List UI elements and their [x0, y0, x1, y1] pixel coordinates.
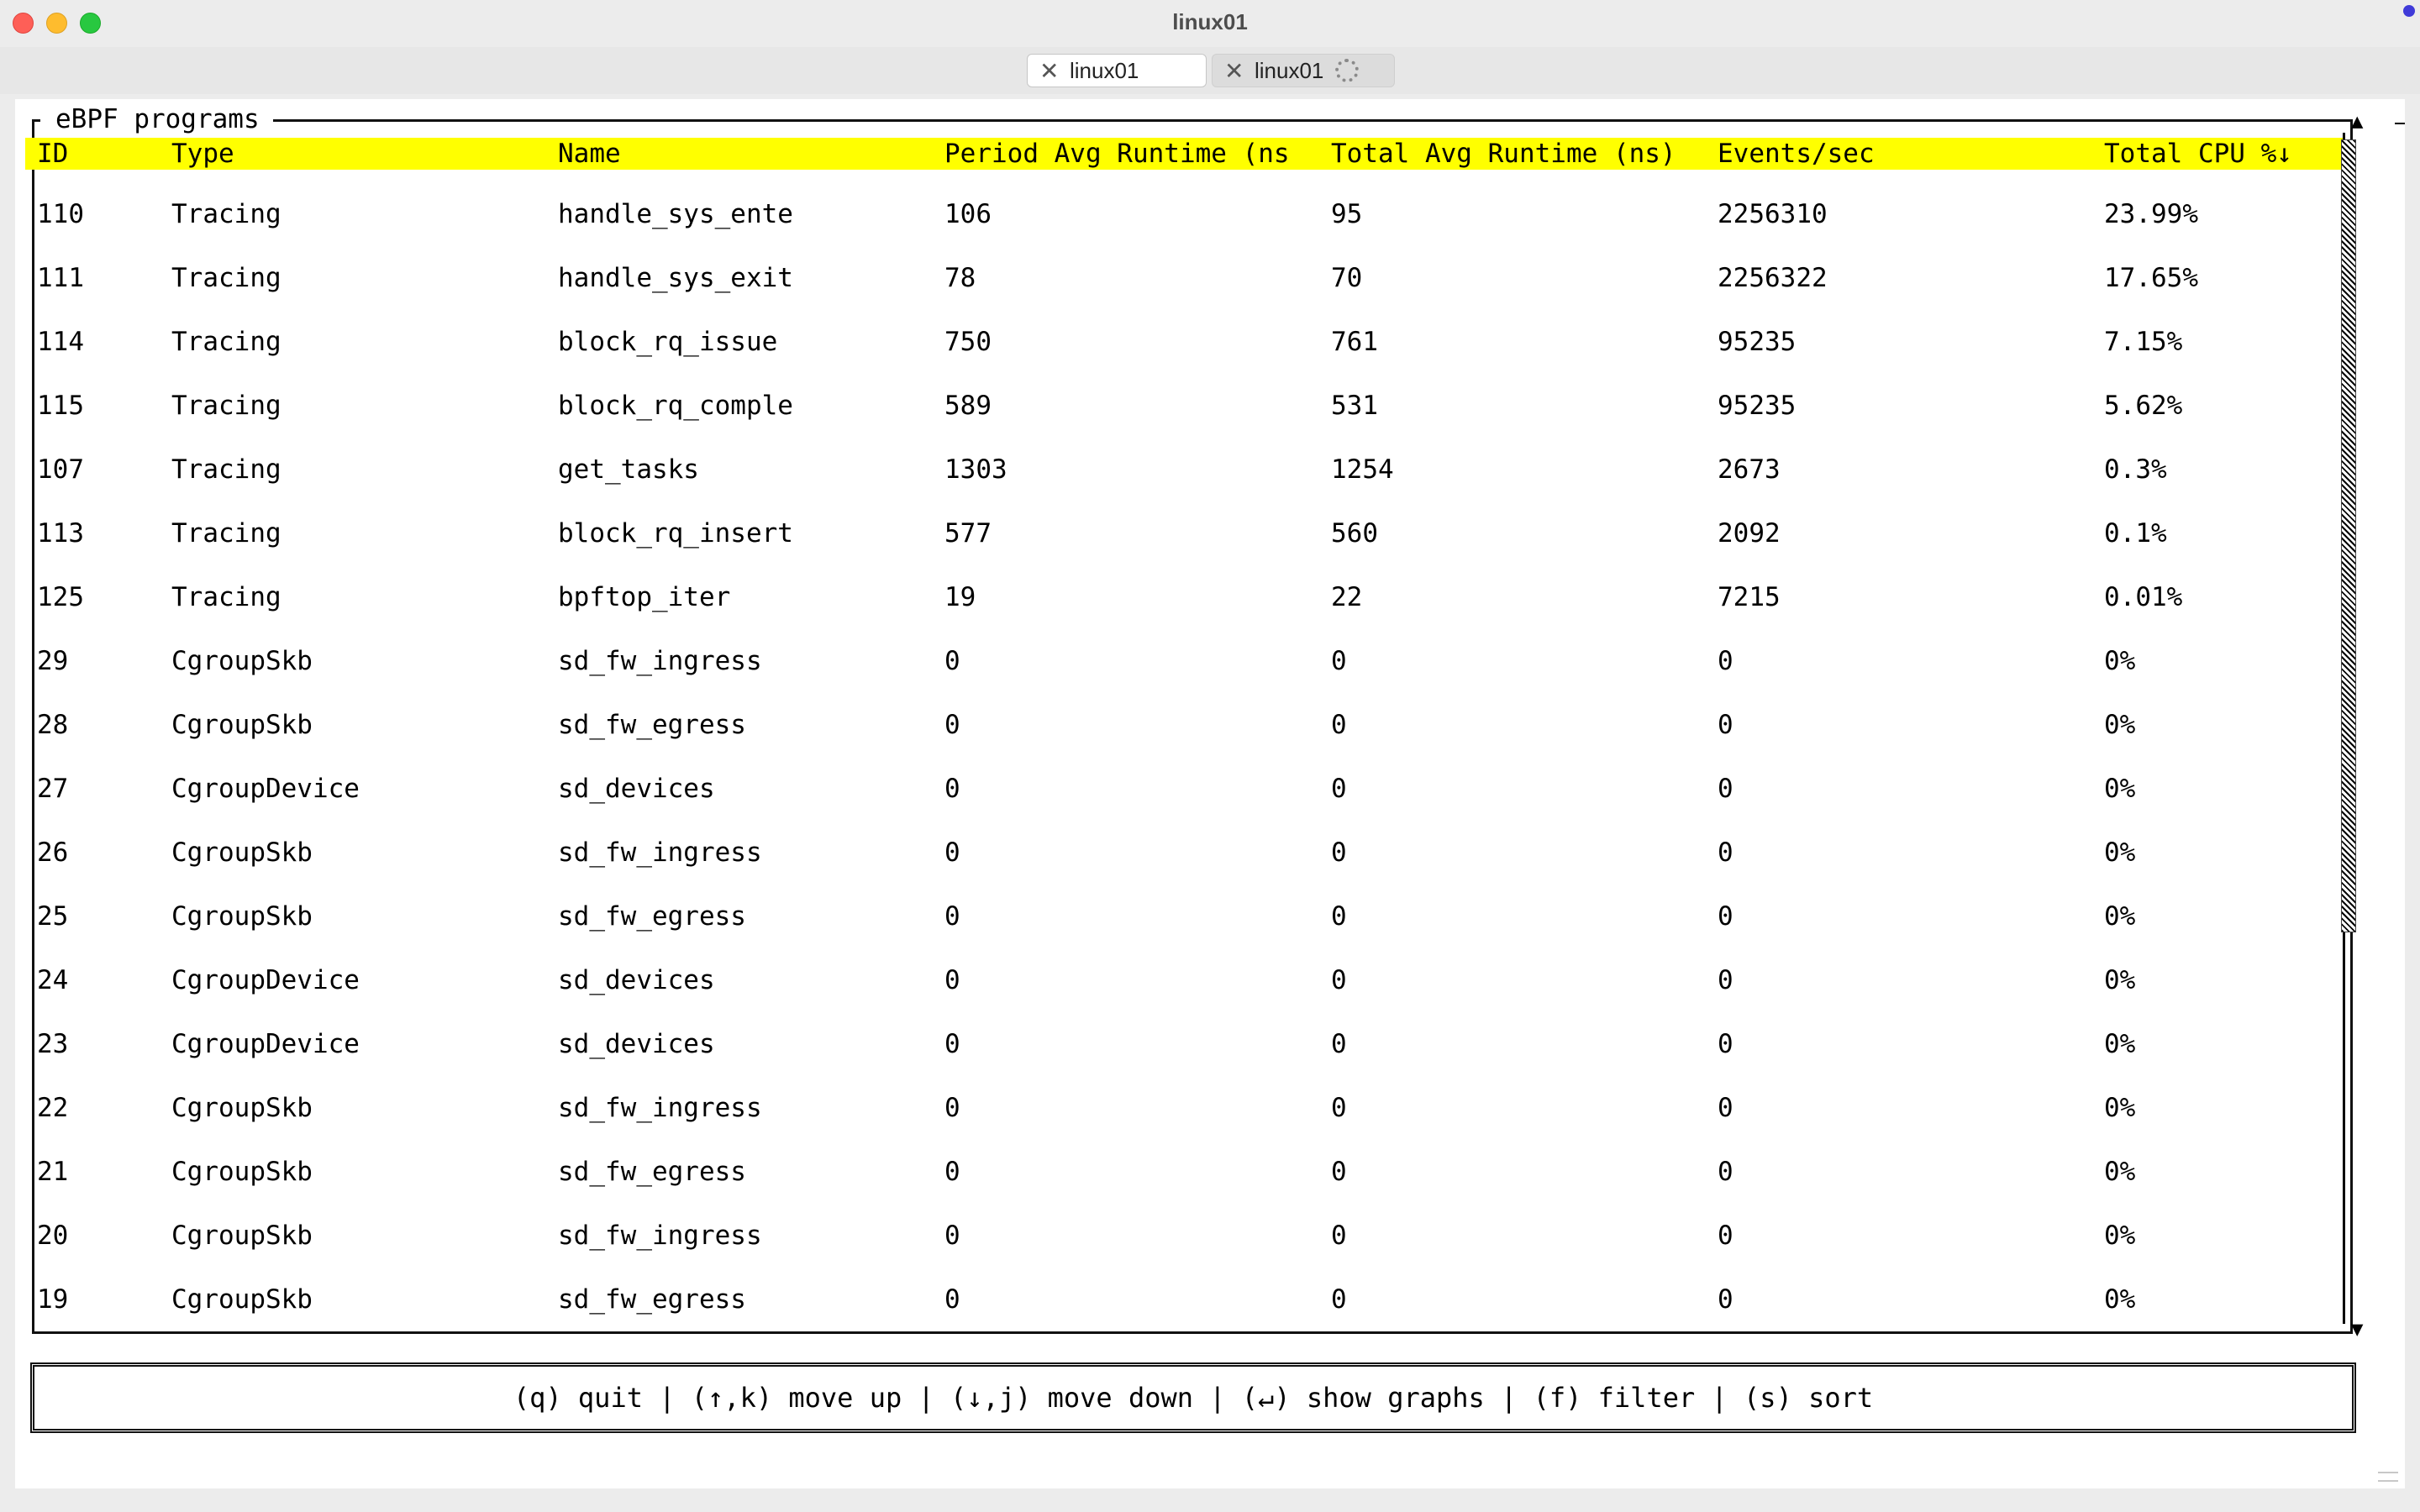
table-row[interactable] — [25, 1220, 2336, 1284]
cell-total-avg-runtime: 0 — [1331, 901, 1347, 932]
cell-type: Tracing — [171, 391, 281, 421]
cell-total-avg-runtime: 761 — [1331, 327, 1378, 357]
cell-name: sd_fw_ingress — [558, 837, 762, 868]
cell-name: handle_sys_ente — [558, 199, 793, 229]
cell-events-per-sec: 2092 — [1718, 518, 1781, 549]
table-row[interactable] — [25, 1028, 2336, 1092]
cell-id: 107 — [37, 454, 84, 485]
cell-total-avg-runtime: 1254 — [1331, 454, 1394, 485]
table-row[interactable] — [25, 1284, 2336, 1347]
column-header-name[interactable]: Name — [558, 139, 621, 169]
table-row[interactable] — [25, 326, 2336, 390]
cell-name: handle_sys_exit — [558, 263, 793, 293]
cell-events-per-sec: 0 — [1718, 837, 1733, 868]
cell-type: Tracing — [171, 199, 281, 229]
cell-events-per-sec: 0 — [1718, 1029, 1733, 1059]
cell-name: block_rq_insert — [558, 518, 793, 549]
cell-total-avg-runtime: 0 — [1331, 1284, 1347, 1315]
cell-id: 24 — [37, 965, 69, 995]
close-tab-icon[interactable]: ✕ — [1224, 57, 1244, 84]
corner-mark — [2395, 123, 2405, 124]
cell-total-cpu: 0% — [2104, 646, 2136, 676]
table-row[interactable] — [25, 837, 2336, 900]
cell-period-avg-runtime: 577 — [944, 518, 992, 549]
cell-type: CgroupDevice — [171, 774, 360, 804]
cell-type: Tracing — [171, 263, 281, 293]
cell-period-avg-runtime: 0 — [944, 774, 960, 804]
cell-type: CgroupDevice — [171, 1029, 360, 1059]
table-row[interactable] — [25, 709, 2336, 773]
cell-events-per-sec: 0 — [1718, 1157, 1733, 1187]
cell-period-avg-runtime: 0 — [944, 837, 960, 868]
cell-events-per-sec: 7215 — [1718, 582, 1781, 612]
cell-events-per-sec: 0 — [1718, 901, 1733, 932]
cell-total-avg-runtime: 531 — [1331, 391, 1378, 421]
cell-name: sd_fw_ingress — [558, 1221, 762, 1251]
cell-id: 110 — [37, 199, 84, 229]
tab-linux01-loading[interactable] — [1212, 54, 1395, 87]
window-titlebar — [0, 0, 2420, 48]
cell-name: sd_devices — [558, 774, 715, 804]
cell-total-avg-runtime: 0 — [1331, 837, 1347, 868]
cell-type: CgroupSkb — [171, 1221, 313, 1251]
cell-total-cpu: 0% — [2104, 774, 2136, 804]
table-row[interactable] — [25, 581, 2336, 645]
cell-id: 19 — [37, 1284, 69, 1315]
scroll-down-arrow-icon[interactable]: ▼ — [2351, 1317, 2364, 1341]
cell-period-avg-runtime: 0 — [944, 1029, 960, 1059]
resize-grip-icon[interactable] — [2378, 1472, 2398, 1482]
cell-type: CgroupSkb — [171, 646, 313, 676]
terminal-view[interactable] — [15, 99, 2405, 1488]
status-dot-icon — [2403, 5, 2415, 17]
cell-events-per-sec: 0 — [1718, 1221, 1733, 1251]
cell-name: sd_fw_egress — [558, 1157, 746, 1187]
cell-period-avg-runtime: 0 — [944, 710, 960, 740]
cell-name: sd_fw_egress — [558, 1284, 746, 1315]
cell-period-avg-runtime: 0 — [944, 965, 960, 995]
table-row[interactable] — [25, 390, 2336, 454]
cell-type: CgroupDevice — [171, 965, 360, 995]
cell-type: Tracing — [171, 327, 281, 357]
column-header-type[interactable]: Type — [171, 139, 234, 169]
cell-total-cpu: 0% — [2104, 1093, 2136, 1123]
cell-type: CgroupSkb — [171, 901, 313, 932]
table-row[interactable] — [25, 1092, 2336, 1156]
cell-id: 25 — [37, 901, 69, 932]
cell-id: 114 — [37, 327, 84, 357]
cell-name: bpftop_iter — [558, 582, 731, 612]
cell-total-cpu: 0.3% — [2104, 454, 2167, 485]
column-header-period-avg-runtime[interactable]: Period Avg Runtime (ns — [944, 139, 1290, 169]
cell-id: 115 — [37, 391, 84, 421]
cell-id: 22 — [37, 1093, 69, 1123]
cell-events-per-sec: 2673 — [1718, 454, 1781, 485]
column-header-id[interactable]: ID — [37, 139, 69, 169]
cell-events-per-sec: 0 — [1718, 965, 1733, 995]
cell-period-avg-runtime: 0 — [944, 1221, 960, 1251]
keyboard-shortcuts-text: (q) quit | (↑,k) move up | (↓,j) move down | (↵) show graphs | (f) filter | (s) sort — [513, 1382, 1874, 1414]
cell-events-per-sec: 0 — [1718, 646, 1733, 676]
tab-linux01-active[interactable] — [1027, 54, 1207, 87]
cell-total-cpu: 0% — [2104, 1221, 2136, 1251]
table-row[interactable] — [25, 773, 2336, 837]
cell-total-cpu: 0.1% — [2104, 518, 2167, 549]
cell-total-cpu: 0% — [2104, 1284, 2136, 1315]
cell-events-per-sec: 95235 — [1718, 391, 1797, 421]
table-row[interactable] — [25, 198, 2336, 262]
cell-period-avg-runtime: 0 — [944, 1093, 960, 1123]
column-header-total-avg-runtime[interactable]: Total Avg Runtime (ns) — [1331, 139, 1676, 169]
table-row[interactable] — [25, 900, 2336, 964]
cell-name: sd_fw_egress — [558, 901, 746, 932]
cell-name: sd_fw_ingress — [558, 1093, 762, 1123]
cell-total-cpu: 0% — [2104, 837, 2136, 868]
cell-total-avg-runtime: 0 — [1331, 1093, 1347, 1123]
cell-total-avg-runtime: 0 — [1331, 1029, 1347, 1059]
cell-id: 20 — [37, 1221, 69, 1251]
cell-id: 125 — [37, 582, 84, 612]
scroll-up-arrow-icon[interactable]: ▲ — [2351, 109, 2364, 133]
cell-total-cpu: 5.62% — [2104, 391, 2183, 421]
cell-events-per-sec: 0 — [1718, 1093, 1733, 1123]
loading-spinner-icon — [1335, 59, 1359, 82]
cell-period-avg-runtime: 106 — [944, 199, 992, 229]
cell-total-cpu: 0% — [2104, 1157, 2136, 1187]
cell-id: 27 — [37, 774, 69, 804]
cell-period-avg-runtime: 78 — [944, 263, 976, 293]
cell-type: CgroupSkb — [171, 837, 313, 868]
cell-total-avg-runtime: 0 — [1331, 1221, 1347, 1251]
cell-period-avg-runtime: 0 — [944, 901, 960, 932]
cell-total-cpu: 7.15% — [2104, 327, 2183, 357]
cell-total-cpu: 0.01% — [2104, 582, 2183, 612]
tab-label: linux01 — [1070, 57, 1139, 83]
tab-bar — [0, 47, 2420, 94]
programs-table-body — [25, 198, 2336, 1347]
tab-label: linux01 — [1255, 57, 1324, 83]
cell-total-avg-runtime: 70 — [1331, 263, 1363, 293]
cell-id: 23 — [37, 1029, 69, 1059]
table-row[interactable] — [25, 645, 2336, 709]
cell-total-cpu: 17.65% — [2104, 263, 2198, 293]
cell-type: Tracing — [171, 582, 281, 612]
window-title: linux01 — [1172, 9, 1248, 34]
cell-total-avg-runtime: 0 — [1331, 710, 1347, 740]
table-row[interactable] — [25, 1156, 2336, 1220]
table-row[interactable] — [25, 454, 2336, 517]
cell-period-avg-runtime: 0 — [944, 1284, 960, 1315]
cell-type: CgroupSkb — [171, 1284, 313, 1315]
cell-name: block_rq_issue — [558, 327, 778, 357]
table-header — [25, 138, 2344, 170]
cell-type: CgroupSkb — [171, 710, 313, 740]
cell-id: 28 — [37, 710, 69, 740]
cell-total-avg-runtime: 0 — [1331, 965, 1347, 995]
cell-name: sd_devices — [558, 1029, 715, 1059]
cell-events-per-sec: 0 — [1718, 774, 1733, 804]
cell-name: get_tasks — [558, 454, 699, 485]
cell-id: 29 — [37, 646, 69, 676]
cell-name: sd_fw_egress — [558, 710, 746, 740]
cell-events-per-sec: 2256322 — [1718, 263, 1828, 293]
column-header-events-per-sec[interactable]: Events/sec — [1718, 139, 1875, 169]
cell-period-avg-runtime: 750 — [944, 327, 992, 357]
cell-type: Tracing — [171, 518, 281, 549]
cell-period-avg-runtime: 1303 — [944, 454, 1007, 485]
cell-events-per-sec: 95235 — [1718, 327, 1797, 357]
cell-total-cpu: 0% — [2104, 965, 2136, 995]
cell-id: 113 — [37, 518, 84, 549]
scrollbar-thumb[interactable] — [2341, 139, 2356, 932]
cell-total-cpu: 0% — [2104, 710, 2136, 740]
cell-total-avg-runtime: 22 — [1331, 582, 1363, 612]
table-row[interactable] — [25, 517, 2336, 581]
table-row[interactable] — [25, 262, 2336, 326]
cell-name: block_rq_comple — [558, 391, 793, 421]
cell-period-avg-runtime: 19 — [944, 582, 976, 612]
cell-period-avg-runtime: 0 — [944, 646, 960, 676]
cell-total-cpu: 0% — [2104, 901, 2136, 932]
close-tab-icon[interactable]: ✕ — [1039, 57, 1060, 84]
cell-name: sd_devices — [558, 965, 715, 995]
cell-total-avg-runtime: 0 — [1331, 774, 1347, 804]
cell-period-avg-runtime: 589 — [944, 391, 992, 421]
cell-id: 111 — [37, 263, 84, 293]
cell-period-avg-runtime: 0 — [944, 1157, 960, 1187]
cell-total-cpu: 0% — [2104, 1029, 2136, 1059]
table-row[interactable] — [25, 964, 2336, 1028]
cell-events-per-sec: 0 — [1718, 710, 1733, 740]
cell-total-cpu: 23.99% — [2104, 199, 2198, 229]
cell-type: CgroupSkb — [171, 1093, 313, 1123]
cell-type: Tracing — [171, 454, 281, 485]
cell-id: 26 — [37, 837, 69, 868]
cell-events-per-sec: 2256310 — [1718, 199, 1828, 229]
cell-events-per-sec: 0 — [1718, 1284, 1733, 1315]
column-header-total-cpu[interactable]: Total CPU %↓ — [2104, 139, 2292, 169]
cell-name: sd_fw_ingress — [558, 646, 762, 676]
panel-title: eBPF programs — [40, 104, 273, 134]
help-bar — [30, 1362, 2356, 1433]
cell-total-avg-runtime: 560 — [1331, 518, 1378, 549]
cell-type: CgroupSkb — [171, 1157, 313, 1187]
cell-total-avg-runtime: 0 — [1331, 646, 1347, 676]
cell-total-avg-runtime: 95 — [1331, 199, 1363, 229]
cell-id: 21 — [37, 1157, 69, 1187]
cell-total-avg-runtime: 0 — [1331, 1157, 1347, 1187]
